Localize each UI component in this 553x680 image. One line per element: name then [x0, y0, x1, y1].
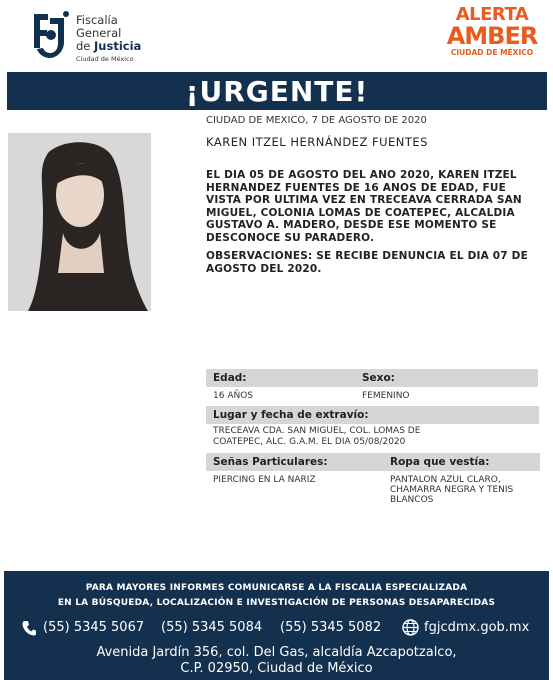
logo-line1: Fiscalía [76, 13, 118, 27]
clothes-label: Ropa que vestía: [382, 453, 540, 471]
alert-line2: AMBER [446, 22, 538, 50]
phone-number-2[interactable]: (55) 5345 5084 [161, 620, 263, 635]
clothes-value-line3: BLANCOS [390, 495, 434, 505]
phone-icon [22, 620, 36, 636]
marks-value: PIERCING EN LA NARIZ [213, 475, 316, 485]
phone-number-3[interactable]: (55) 5345 5082 [280, 620, 382, 635]
alert-line1: ALERTA [455, 4, 529, 25]
website-link[interactable]: fgjcdmx.gob.mx [424, 620, 530, 635]
age-label: Edad: [206, 369, 361, 387]
address-line1: Avenida Jardín 356, col. Del Gas, alcaldía Azcapotzalco, [96, 645, 457, 660]
logo-line3-prefix: de [76, 39, 91, 53]
address-line2: C.P. 02950, Ciudad de México [180, 661, 373, 676]
contact-footer [4, 571, 549, 680]
logo-line2: General [76, 26, 122, 40]
age-value: 16 AÑOS [213, 391, 253, 401]
portrait-icon [8, 133, 151, 311]
place-label: Lugar y fecha de extravío: [206, 406, 539, 424]
logo-line3-bold: Justicia [94, 39, 142, 53]
phone-number-1[interactable]: (55) 5345 5067 [43, 620, 145, 635]
clothes-value-line2: CHAMARRA NEGRA Y TENIS [390, 485, 514, 495]
missing-person-photo [8, 133, 151, 311]
description-paragraph: EL DIA 05 DE AGOSTO DEL ANO 2020, KAREN ITZEL HERNANDEZ FUENTES DE 16 ANOS DE EDAD, FUE VISTA POR ULTIMA VEZ EN TRECEAVA CERRADA SAN MIGUEL, COLONIA LOMAS DE COATEPEC, ALCALDIA GUSTAVO A. MADERO, DESDE ESE MOMENTO SE DESCONOCE SU PARADERO. [206, 169, 522, 244]
report-date: CIUDAD DE MEXICO, 7 DE AGOSTO DE 2020 [206, 115, 427, 126]
info-line1: PARA MAYORES INFORMES COMUNICARSE A LA FISCALIA ESPECIALIZADA [85, 583, 468, 593]
observations-paragraph: OBSERVACIONES: SE RECIBE DENUNCIA EL DIA 07 DE AGOSTO DEL 2020. [206, 250, 528, 275]
alert-line3: CIUDAD DE MÉXICO [450, 48, 534, 57]
fiscalia-logo [30, 8, 160, 66]
marks-label: Señas Particulares: [206, 453, 387, 471]
alerta-amber-logo [442, 6, 542, 64]
globe-icon [402, 619, 419, 636]
place-value-line1: TRECEAVA CDA. SAN MIGUEL, COL. LOMAS DE [213, 426, 421, 436]
urgent-banner: ¡URGENTE! [7, 72, 547, 110]
clothes-value-line1: PANTALON AZUL CLARO, [390, 475, 501, 485]
sex-label: Sexo: [356, 369, 538, 387]
logo-line4: Ciudad de México [76, 55, 134, 63]
place-value-line2: COATEPEC, ALC. G.A.M. EL DIA 05/08/2020 [213, 437, 406, 447]
person-name: KAREN ITZEL HERNÁNDEZ FUENTES [206, 135, 428, 149]
info-line2: EN LA BÚSQUEDA, LOCALIZACIÓN E INVESTIGACIÓN DE PERSONAS DESAPARECIDAS [57, 598, 496, 608]
fgj-emblem-icon [30, 8, 70, 64]
sex-value: FEMENINO [362, 391, 410, 401]
